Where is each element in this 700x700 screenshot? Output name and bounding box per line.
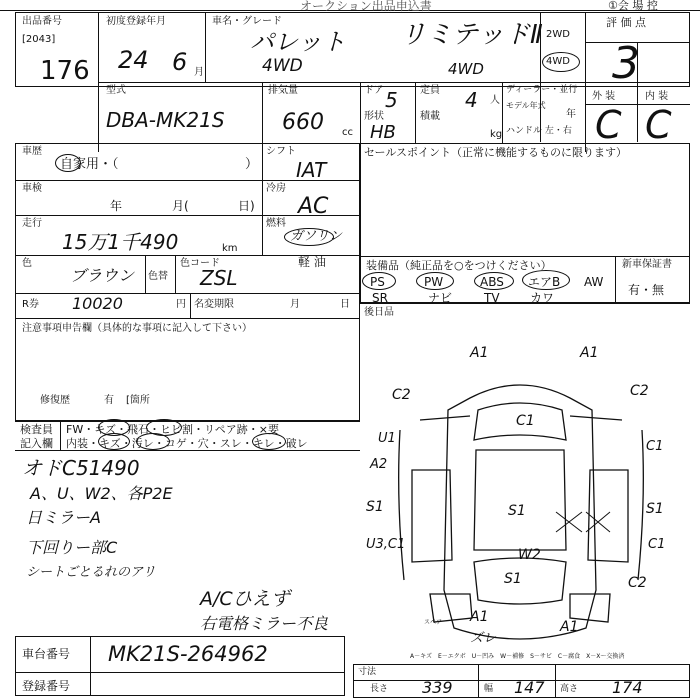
- displacement-value: 660: [282, 110, 324, 135]
- rule: [205, 12, 206, 82]
- category-value: 自家用・（: [60, 157, 119, 172]
- shape-label: 形状: [364, 111, 384, 122]
- venue-label: ①会 場 控: [608, 0, 658, 12]
- recycle-value: 10020: [72, 294, 123, 313]
- displacement-label: 排気量: [268, 85, 298, 96]
- mark-left-door-s1: S1: [366, 499, 384, 515]
- lot-label: 出品番号: [22, 16, 62, 27]
- inspector-circle: [252, 433, 286, 450]
- fuel-diesel: 軽 油: [298, 255, 326, 269]
- height-value: 174: [612, 678, 643, 697]
- mark-rear-c2: C2: [628, 575, 647, 591]
- capacity-label: 定員: [420, 85, 440, 96]
- mark-front-right-a1: A1: [580, 345, 599, 361]
- rule: [145, 255, 146, 293]
- grade-name: リミテッドⅡ: [400, 20, 543, 50]
- mileage-value: 15万1千490: [62, 230, 179, 254]
- score-ext-value: C: [595, 103, 622, 147]
- inspector-circle: [98, 433, 130, 450]
- score-value: 3: [612, 38, 640, 89]
- type-label: 型式: [106, 85, 126, 96]
- category-label: 車歴: [22, 146, 42, 157]
- equip-airbag: エアB: [528, 275, 561, 289]
- equip-pw: PW: [424, 275, 444, 289]
- record-label: 記入欄: [20, 437, 53, 450]
- left-block: [15, 143, 360, 421]
- mark-roof-s1: S1: [508, 503, 526, 519]
- mark-right-fender-c1: C1: [646, 439, 664, 454]
- notes-label: 注意事項申告欄（具体的な事項に記入して下さい）: [22, 323, 252, 334]
- inspector-circle: [136, 433, 170, 450]
- transfer-label: 名変期限: [194, 299, 234, 310]
- equip-aw: AW: [584, 275, 604, 289]
- model-name: パレット: [250, 28, 346, 56]
- equip-leather: カワ: [530, 291, 555, 305]
- lot-number: 176: [40, 56, 90, 86]
- rule: [502, 82, 503, 144]
- warranty-label: 新車保証書: [622, 259, 672, 270]
- inspector-label: 検査員: [20, 423, 53, 436]
- repair-label: 修復歴: [40, 395, 70, 406]
- mark-rear-left-u3c1: U3,C1: [366, 537, 406, 552]
- fuel-gas: ガソリン: [290, 229, 343, 244]
- length-value: 339: [422, 678, 453, 697]
- rule: [175, 255, 176, 293]
- width-label: 幅: [484, 684, 494, 694]
- spare-label: スペア: [424, 619, 443, 626]
- inspection-year: 年: [110, 199, 123, 213]
- rule: [98, 82, 690, 83]
- mark-rear-s1: S1: [504, 571, 522, 587]
- transfer-month: 月: [290, 299, 300, 310]
- color-label: 色: [22, 258, 32, 269]
- mark-right-c2: C2: [630, 383, 649, 399]
- model-year-unit: 年: [566, 109, 576, 120]
- score-int-label: 内 装: [645, 91, 669, 102]
- inspector-row1: FW・キズ・飛石・ヒビ割・リペア跡・×要: [66, 423, 279, 436]
- mark-fender-a2: A2: [370, 457, 388, 472]
- rule: [15, 318, 360, 319]
- mark-hood-c1: C1: [516, 413, 535, 429]
- color-num-label: 色替: [148, 271, 168, 282]
- mark-front-a1: A1: [470, 345, 489, 361]
- form-title: オークション出品申込書: [300, 0, 432, 13]
- warranty-value: 有・無: [628, 283, 665, 297]
- rule: [15, 450, 360, 451]
- damage-legend: A－キズ E－エクボ U－凹み W－補修 S－サビ C－腐食 X－X～交換済: [410, 653, 625, 660]
- rule: [15, 672, 345, 673]
- equip-abs: ABS: [480, 275, 504, 289]
- equip-ps: PS: [370, 275, 385, 289]
- mark-rear-right-a1: A1: [560, 619, 579, 635]
- note-ac: A/Cひえず: [200, 588, 290, 610]
- note-mirror: 日ミラーA: [26, 508, 101, 527]
- color-value: ブラウン: [70, 266, 135, 285]
- mark-rear-right-c1: C1: [648, 537, 666, 552]
- displacement-unit: cc: [342, 127, 353, 138]
- lot-code: [2043]: [22, 34, 56, 45]
- inspection-month: 月(: [172, 199, 189, 213]
- rule: [360, 82, 361, 144]
- rule: [478, 664, 479, 698]
- equip-tv: TV: [484, 291, 500, 305]
- width-value: 147: [514, 678, 545, 697]
- repair-bracket: [箇所: [126, 395, 150, 406]
- load-label: 積載: [420, 111, 440, 122]
- fuel-label: 燃料: [266, 218, 286, 229]
- inspector-row2: 内装・キズ・汚レ・コゲ・穴・スレ・キレ・破レ: [66, 437, 308, 450]
- score-int-value: C: [645, 103, 672, 147]
- first-reg-label: 初度登録年月: [106, 16, 166, 27]
- mark-left-c2: C2: [392, 387, 411, 403]
- recycle-label: R券: [22, 299, 39, 310]
- sales-point-label: セールスポイント（正常に機能するものに限ります）: [364, 146, 628, 159]
- rule: [90, 636, 91, 696]
- mark-misalign: ズレ: [470, 631, 497, 646]
- rule: [190, 293, 191, 318]
- model-year-label: モデル年式: [506, 101, 546, 110]
- rear-seat-label: 後日品: [364, 307, 394, 318]
- name-label: 車名・グレード: [212, 16, 282, 27]
- note-odo: オドC51490: [22, 456, 140, 480]
- drive-4wd: 4WD: [546, 56, 570, 67]
- rule: [360, 256, 690, 257]
- rule: [262, 143, 263, 255]
- rule: [15, 421, 360, 422]
- dims-label: 寸法: [358, 667, 377, 677]
- equip-navi: ナビ: [428, 291, 453, 305]
- handle-label: ハンドル 左・右: [506, 126, 572, 136]
- chassis-value: MK21S-264962: [108, 642, 268, 666]
- first-reg-month-unit: 月: [194, 67, 204, 78]
- rule: [15, 293, 360, 294]
- capacity-unit: 人: [490, 95, 500, 106]
- type-value: DBA-MK21S: [106, 108, 225, 132]
- mark-rear-w2: W2: [518, 547, 541, 563]
- recycle-unit: 円: [176, 299, 186, 310]
- mark-fender-u1: U1: [378, 431, 396, 446]
- rule: [615, 256, 616, 303]
- grade-drive: 4WD: [448, 60, 484, 78]
- color-code-value: ZSL: [200, 266, 238, 290]
- length-label: 長さ: [370, 684, 389, 694]
- door-value: 5: [385, 88, 398, 112]
- mileage-unit: km: [222, 243, 238, 254]
- height-label: 高さ: [560, 684, 579, 694]
- transfer-day: 日: [340, 299, 350, 310]
- rule: [360, 303, 690, 304]
- mileage-label: 走行: [22, 218, 42, 229]
- score-label: 評 価 点: [606, 16, 646, 29]
- first-reg-year: 24: [118, 46, 149, 74]
- ac-value: AC: [298, 194, 329, 219]
- shift-value: IAT: [296, 158, 327, 182]
- rule: [60, 421, 61, 450]
- note-underbody: 下回りー部C: [26, 538, 118, 557]
- dealer-label: ディーラー・並行: [506, 85, 578, 95]
- capacity-value: 4: [465, 88, 478, 112]
- inspection-day: 日): [238, 199, 255, 213]
- note-parts: A、U、W2、各P2E: [30, 484, 173, 503]
- color-code-label: 色コード: [180, 258, 220, 269]
- ac-label: 冷房: [266, 183, 286, 194]
- load-unit: kg: [490, 129, 503, 140]
- shape-value: HB: [370, 122, 396, 143]
- rule: [262, 82, 263, 144]
- first-reg-month: 6: [172, 48, 188, 76]
- shift-label: シフト: [266, 146, 296, 157]
- mark-right-door-s1: S1: [646, 501, 664, 517]
- category-close: ）: [245, 157, 259, 172]
- rule: [415, 82, 416, 144]
- rule: [555, 664, 556, 698]
- mark-rear-bumper-a1: A1: [470, 609, 489, 625]
- chassis-label: 車台番号: [22, 647, 71, 661]
- equip-sr: SR: [372, 291, 388, 305]
- reg-number-label: 登録番号: [22, 679, 71, 693]
- note-right-mirror: 右電格ミラー不良: [200, 614, 329, 633]
- door-label: ドア: [364, 85, 384, 96]
- drive-2wd: 2WD: [546, 29, 570, 40]
- repair-has: 有: [104, 395, 114, 406]
- score-ext-label: 外 装: [592, 91, 616, 102]
- equipment-label: 装備品（純正品を○をつけください）: [366, 259, 552, 272]
- inspection-label: 車検: [22, 183, 42, 194]
- model-drive: 4WD: [262, 56, 303, 76]
- note-seat: シートごとるれのアリ: [26, 565, 156, 580]
